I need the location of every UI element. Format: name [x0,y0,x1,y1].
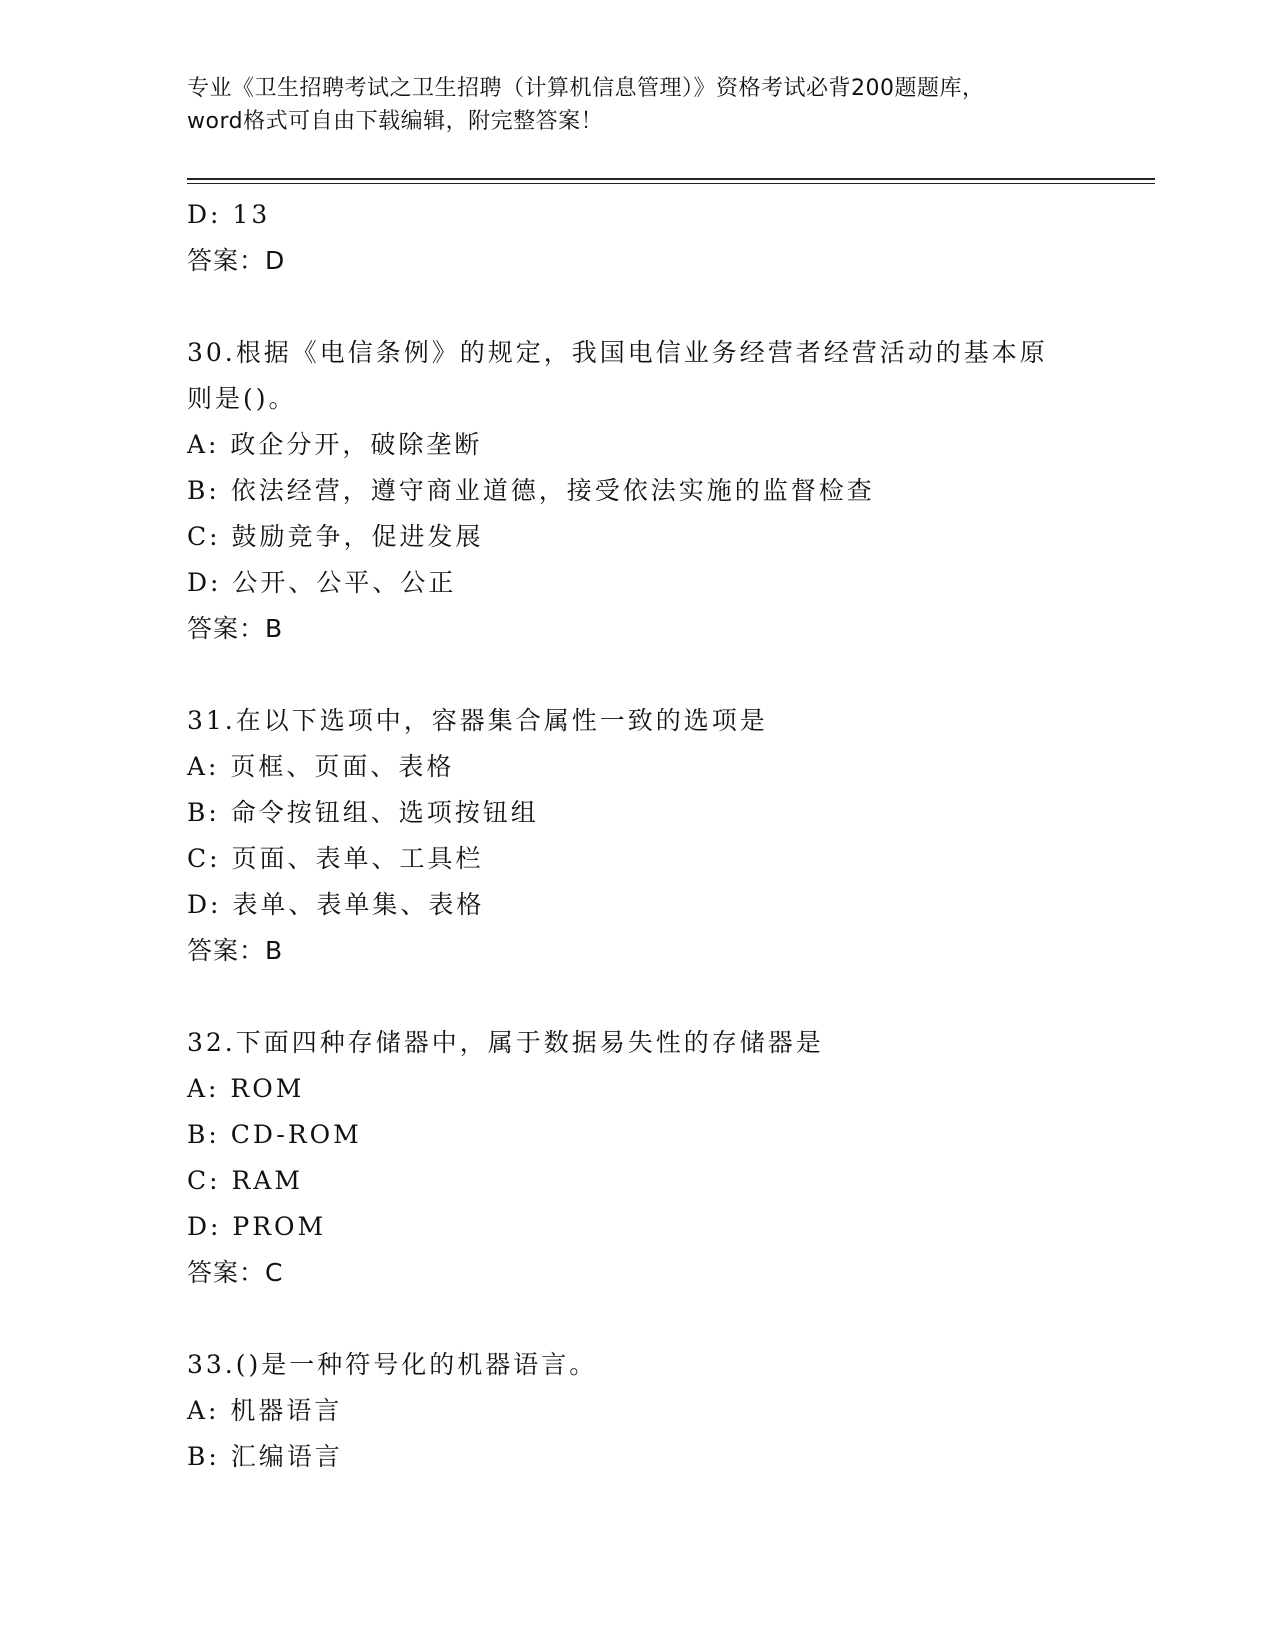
q32-option-a: A: ROM [187,1074,305,1103]
header-rule-thick [187,178,1155,180]
q31-option-a: A: 页框、页面、表格 [187,752,455,781]
header-line-1: 专业《卫生招聘考试之卫生招聘（计算机信息管理）》资格考试必背200题题库， [187,76,985,101]
q31-option-d: D: 表单、表单集、表格 [187,890,485,919]
q32-option-c: C: RAM [187,1166,303,1195]
q32-option-b: B: CD-ROM [187,1120,362,1149]
spacer [187,652,1087,698]
q32-option-d: D: PROM [187,1212,327,1241]
prev-answer: 答案：D [187,246,286,275]
q30-stem-line-1: 30.根据《电信条例》的规定，我国电信业务经营者经营活动的基本原 [187,338,1048,367]
q31-stem: 31.在以下选项中，容器集合属性一致的选项是 [187,706,768,735]
q33-stem: 33.()是一种符号化的机器语言。 [187,1350,598,1379]
header-rule-thin [187,183,1155,184]
prev-option-d: D: 13 [187,200,271,229]
q30-option-b: B: 依法经营，遵守商业道德，接受依法实施的监督检查 [187,476,875,505]
q31-option-b: B: 命令按钮组、选项按钮组 [187,798,539,827]
spacer [187,284,1087,330]
q31-option-c: C: 页面、表单、工具栏 [187,844,484,873]
spacer [187,1296,1087,1342]
q30-stem-line-2: 则是()。 [187,384,297,413]
q33-option-b: B: 汇编语言 [187,1442,343,1471]
q30-option-a: A: 政企分开，破除垄断 [187,430,483,459]
q31-answer: 答案：B [187,936,284,965]
q33-option-a: A: 机器语言 [187,1396,343,1425]
spacer [187,974,1087,1020]
q30-option-d: D: 公开、公平、公正 [187,568,457,597]
header-line-2: word格式可自由下载编辑，附完整答案！ [187,109,604,134]
document-header [187,72,1087,138]
q32-stem: 32.下面四种存储器中，属于数据易失性的存储器是 [187,1028,824,1057]
question-list [187,192,1087,1480]
q30-option-c: C: 鼓励竞争，促进发展 [187,522,484,551]
q30-answer: 答案：B [187,614,284,643]
q32-answer: 答案：C [187,1258,284,1287]
